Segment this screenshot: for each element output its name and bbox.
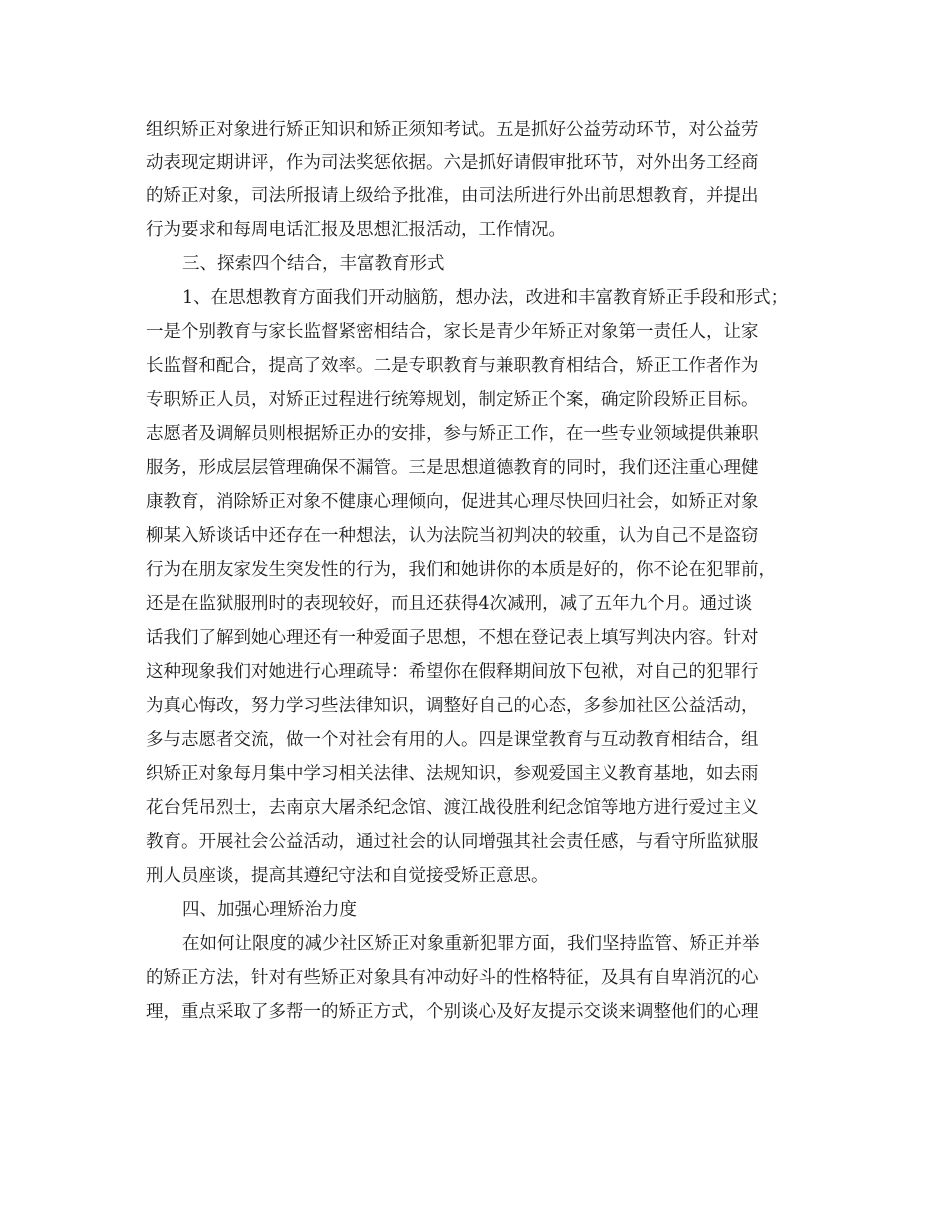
text-line-1: 组织矫正对象进行矫正知识和矫正须知考试。五是抓好公益劳动环节，对公益劳: [146, 120, 759, 140]
text-line-6: 1、在思想教育方面我们开动脑筋，想办法，改进和丰富教育矫正手段和形式；: [182, 288, 789, 308]
text-line-22: 教育。开展社会公益活动，通过社会的认同增强其社会责任感，与看守所监狱服: [146, 832, 759, 852]
text-line-2: 动表现定期讲评，作为司法奖惩依据。六是抓好请假审批环节，对外出务工经商: [146, 153, 759, 173]
text-line-27: 理，重点采取了多帮一的矫正方式，个别谈心及好友提示交谈来调整他们的心理: [146, 1002, 759, 1022]
text-line-19: 多与志愿者交流，做一个对社会有用的人。四是课堂教育与互动教育相结合，组: [146, 730, 759, 750]
text-line-10: 志愿者及调解员则根据矫正办的安排，参与矫正工作，在一些专业领域提供兼职: [146, 424, 759, 444]
text-line-4: 行为要求和每周电话汇报及思想汇报活动，工作情况。: [146, 220, 566, 240]
text-line-15: 还是在监狱服刑时的表现较好，而且还获得4次减刑，减了五年九个月。通过谈: [146, 594, 753, 614]
text-line-13: 柳某入矫谈话中还存在一种想法，认为法院当初判决的较重，认为自己不是盗窃: [146, 526, 759, 546]
text-line-3: 的矫正对象，司法所报请上级给予批准，由司法所进行外出前思想教育，并提出: [146, 186, 759, 206]
section-heading-3: 三、探索四个结合，丰富教育形式: [182, 254, 445, 274]
text-line-12: 康教育，消除矫正对象不健康心理倾向，促进其心理尽快回归社会，如矫正对象: [146, 492, 759, 512]
text-line-9: 专职矫正人员，对矫正过程进行统筹规划，制定矫正个案，确定阶段矫正目标。: [146, 390, 759, 410]
text-line-7: 一是个别教育与家长监督紧密相结合，家长是青少年矫正对象第一责任人，让家: [146, 322, 759, 342]
text-line-17: 这种现象我们对她进行心理疏导：希望你在假释期间放下包袱，对自己的犯罪行: [146, 662, 759, 682]
text-line-18: 为真心悔改，努力学习些法律知识，调整好自己的心态，多参加社区公益活动，: [146, 696, 759, 716]
text-line-21: 花台凭吊烈士，去南京大屠杀纪念馆、渡江战役胜利纪念馆等地方进行爱过主义: [146, 798, 759, 818]
text-line-11: 服务，形成层层管理确保不漏管。三是思想道德教育的同时，我们还注重心理健: [146, 458, 759, 478]
text-line-26: 的矫正方法，针对有些矫正对象具有冲动好斗的性格特征，及具有自卑消沉的心: [146, 968, 759, 988]
text-line-25: 在如何让限度的减少社区矫正对象重新犯罪方面，我们坚持监管、矫正并举: [182, 934, 760, 954]
text-line-14: 行为在朋友家发生突发性的行为，我们和她讲你的本质是好的，你不论在犯罪前，: [146, 560, 776, 580]
text-line-23: 刑人员座谈，提高其遵纪守法和自觉接受矫正意思。: [146, 866, 549, 886]
section-heading-4: 四、加强心理矫治力度: [182, 900, 357, 920]
text-line-20: 织矫正对象每月集中学习相关法律、法规知识，参观爱国主义教育基地，如去雨: [146, 764, 759, 784]
text-line-8: 长监督和配合，提高了效率。二是专职教育与兼职教育相结合，矫正工作者作为: [146, 356, 759, 376]
text-line-16: 话我们了解到她心理还有一种爱面子思想，不想在登记表上填写判决内容。针对: [146, 628, 759, 648]
